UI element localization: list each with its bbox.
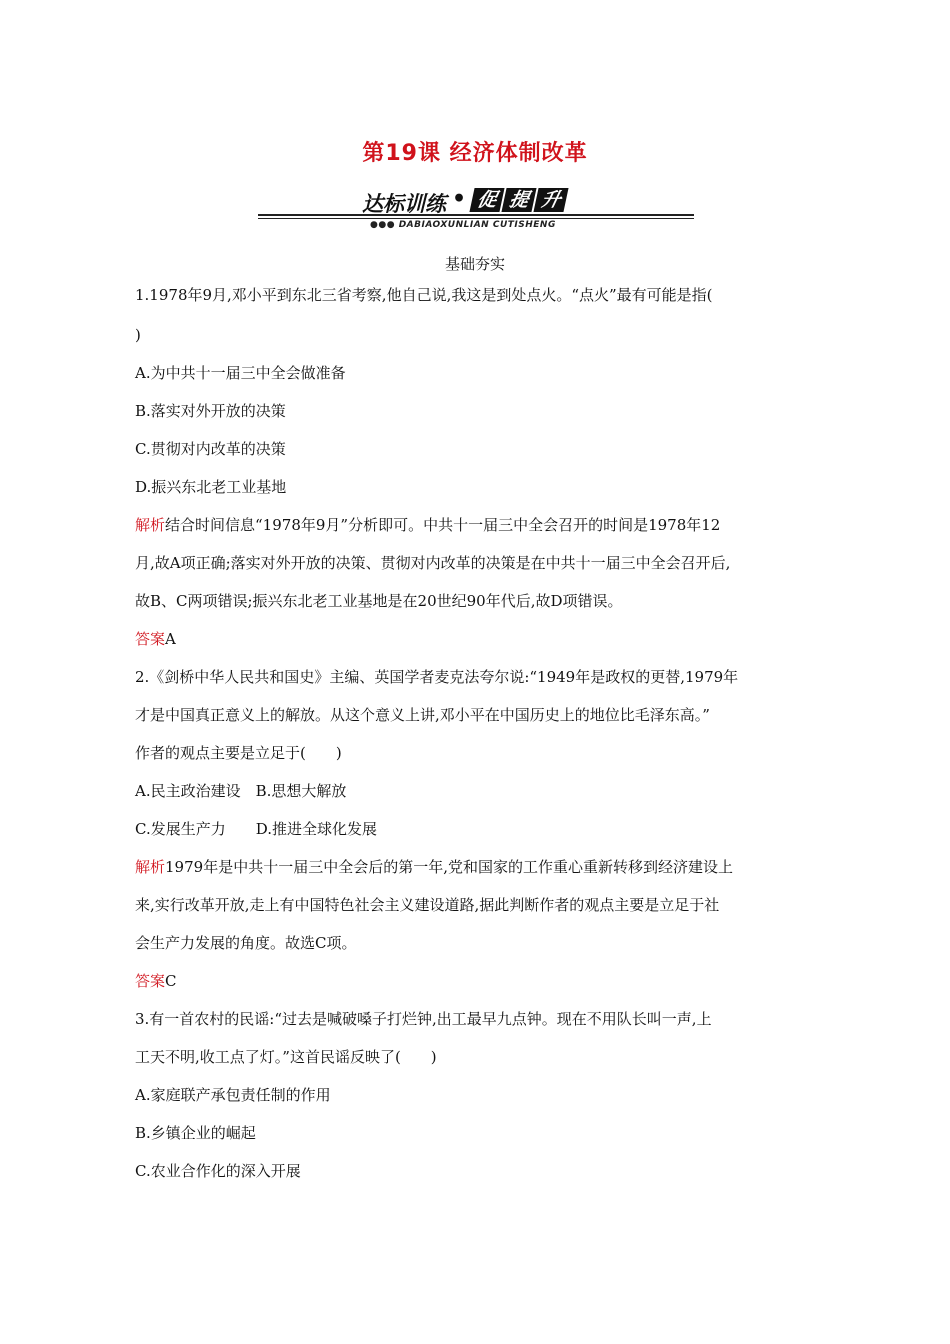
line-text: 才是中国真正意义上的解放。从这个意义上讲,邓小平在中国历史上的地位比毛泽东高。” xyxy=(135,706,710,724)
line-text: 会生产力发展的角度。故选C项。 xyxy=(135,934,357,952)
analysis-line xyxy=(135,515,825,535)
text-line xyxy=(135,439,825,459)
analysis-label: 解析 xyxy=(135,858,166,876)
banner-box: 提 xyxy=(501,188,536,212)
line-text: A.为中共十一届三中全会做准备 xyxy=(135,364,346,382)
banner-box: 促 xyxy=(469,188,504,212)
answer-label: 答案 xyxy=(135,972,166,990)
line-text: 1.1978年9月,邓小平到东北三省考察,他自己说,我这是到处点火。“点火”最有可能是指( xyxy=(135,286,713,304)
banner-box: 升 xyxy=(533,188,568,212)
line-text: 故B、C两项错误;振兴东北老工业基地是在20世纪90年代后,故D项错误。 xyxy=(135,592,623,610)
text-line xyxy=(135,325,825,345)
line-text: 3.有一首农村的民谣:“过去是喊破嗓子打烂钟,出工最早九点钟。现在不用队长叫一声,上 xyxy=(135,1010,712,1028)
line-text: A xyxy=(165,630,176,648)
line-text: C.贯彻对内改革的决策 xyxy=(135,440,286,458)
text-line xyxy=(135,705,825,725)
line-text: A.民主政治建设 B.思想大解放 xyxy=(135,782,347,800)
banner-boxes xyxy=(472,188,566,212)
text-line xyxy=(135,667,825,687)
text-line xyxy=(135,401,825,421)
text-line xyxy=(135,363,825,383)
text-line xyxy=(135,819,825,839)
banner-subtitle: ●●● DABIAOXUNLIAN CUTISHENG xyxy=(370,220,556,230)
line-text: 2.《剑桥中华人民共和国史》主编、英国学者麦克法夸尔说:“1949年是政权的更替,1979年 xyxy=(135,668,739,686)
line-text: C.农业合作化的深入开展 xyxy=(135,1162,301,1180)
section-heading: 基础夯实 xyxy=(444,255,505,273)
line-text: C.发展生产力 D.推进全球化发展 xyxy=(135,820,377,838)
text-line xyxy=(135,1009,825,1029)
line-text: B.乡镇企业的崛起 xyxy=(135,1124,256,1142)
answer-label: 答案 xyxy=(135,630,166,648)
line-text: 来,实行改革开放,走上有中国特色社会主义建设道路,据此判断作者的观点主要是立足于社 xyxy=(135,896,720,914)
line-text: 工天不明,收工点了灯。”这首民谣反映了( ) xyxy=(135,1048,437,1066)
text-line xyxy=(135,743,825,763)
page-title: 第19课 经济体制改革 xyxy=(362,141,588,166)
text-line xyxy=(135,1047,825,1067)
answer-line xyxy=(135,629,825,649)
line-text: 1979年是中共十一届三中全会后的第一年,党和国家的工作重心重新转移到经济建设上 xyxy=(165,858,733,876)
text-line xyxy=(135,781,825,801)
banner-text: 达标训练 xyxy=(362,192,446,216)
text-line xyxy=(135,285,825,305)
line-text: C xyxy=(165,972,177,990)
analysis-label: 解析 xyxy=(135,516,166,534)
line-text: ) xyxy=(135,326,141,344)
text-line xyxy=(135,1085,825,1105)
text-line xyxy=(135,1161,825,1181)
text-line xyxy=(135,933,825,953)
text-line xyxy=(135,895,825,915)
line-text: 结合时间信息“1978年9月”分析即可。中共十一届三中全会召开的时间是1978年12 xyxy=(165,516,721,534)
text-line xyxy=(135,477,825,497)
line-text: 月,故A项正确;落实对外开放的决策、贯彻对内改革的决策是在中共十一届三中全会召开后, xyxy=(135,554,731,572)
banner-dot: • xyxy=(452,186,467,212)
answer-line xyxy=(135,971,825,991)
text-line xyxy=(135,1123,825,1143)
text-line xyxy=(135,591,825,611)
text-line xyxy=(135,553,825,573)
line-text: 作者的观点主要是立足于( ) xyxy=(135,744,342,762)
line-text: A.家庭联产承包责任制的作用 xyxy=(135,1086,331,1104)
section-banner xyxy=(258,186,694,236)
line-text: D.振兴东北老工业基地 xyxy=(135,478,287,496)
banner-rule xyxy=(258,214,694,216)
line-text: B.落实对外开放的决策 xyxy=(135,402,286,420)
banner-rule-thin xyxy=(258,218,694,219)
analysis-line xyxy=(135,857,825,877)
